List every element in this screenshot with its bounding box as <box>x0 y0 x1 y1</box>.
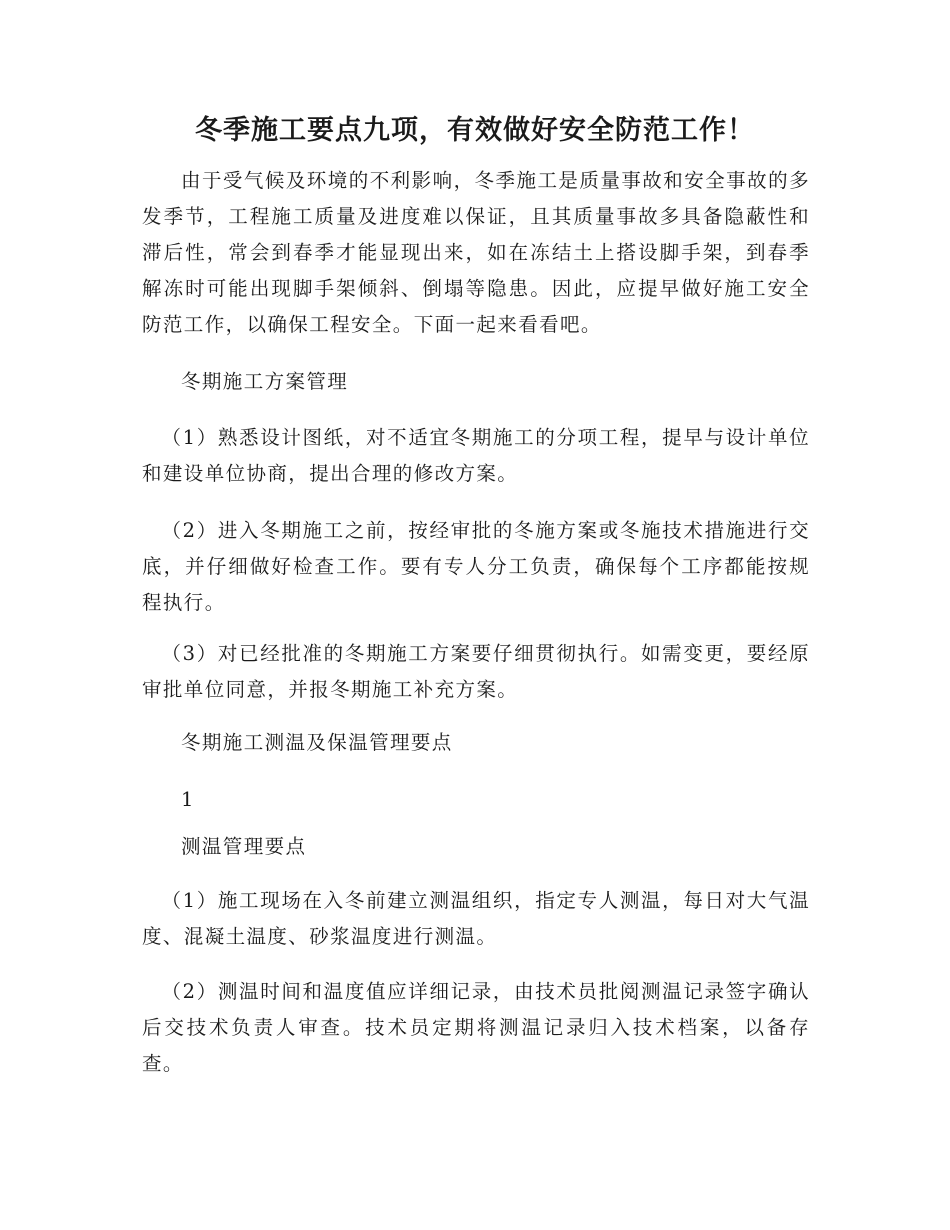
document-title: 冬季施工要点九项，有效做好安全防范工作！ <box>195 115 755 146</box>
subsection-heading-measurement: 测温管理要点 <box>181 835 307 858</box>
intro-paragraph: 由于受气候及环境的不利影响，冬季施工是质量事故和安全事故的多发季节，工程施工质量及进度难以保证，且其质量事故多具备隐蔽性和滞后性，常会到春季才能显现出来，如在冻结土上搭设脚手架，到春季解冻时可能出现脚手架倾斜、倒塌等隐患。因此，应提早做好施工安全防范工作，以确保工程安全。下面一起来看看吧。 <box>142 169 810 336</box>
plan-item-1: （1）熟悉设计图纸，对不适宜冬期施工的分项工程，提早与设计单位和建设单位协商，提出合理的修改方案。 <box>142 426 810 485</box>
measurement-item-1: （1）施工现场在入冬前建立测温组织，指定专人测温，每日对大气温度、混凝土温度、砂浆温度进行测温。 <box>142 889 810 948</box>
plan-item-2: （2）进入冬期施工之前，按经审批的冬施方案或冬施技术措施进行交底，并仔细做好检查工作。要有专人分工负责，确保每个工序都能按规程执行。 <box>142 519 810 614</box>
section-heading-temperature: 冬期施工测温及保温管理要点 <box>181 731 453 754</box>
plan-item-3: （3）对已经批准的冬期施工方案要仔细贯彻执行。如需变更，要经原审批单位同意，并报冬期施工补充方案。 <box>142 642 810 701</box>
section-heading-plan-management: 冬期施工方案管理 <box>181 370 349 393</box>
measurement-item-2: （2）测温时间和温度值应详细记录，由技术员批阅测温记录签字确认后交技术负责人审查。技术员定期将测温记录归入技术档案，以备存查。 <box>142 980 810 1075</box>
section-number: 1 <box>181 788 195 811</box>
